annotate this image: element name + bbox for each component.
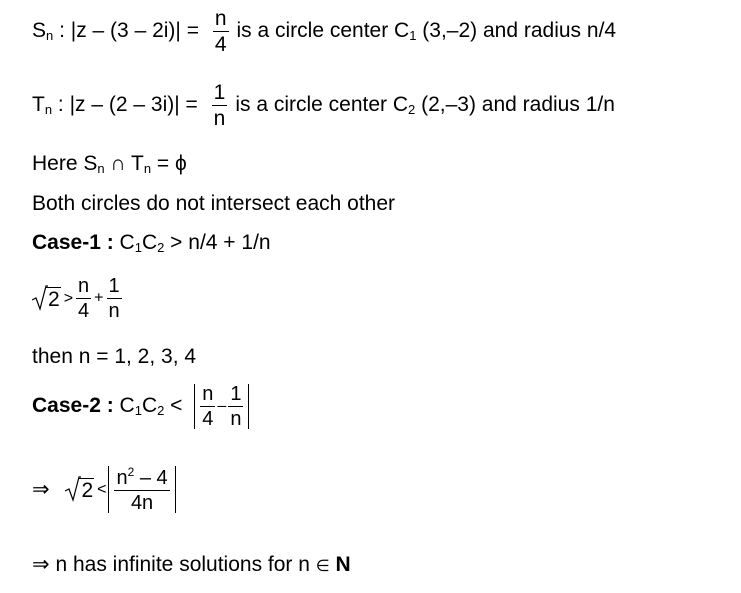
sqrt-2-b [65,478,94,501]
radical-sign-icon [32,285,48,311]
tn-c-sub: 2 [408,102,416,118]
empty-set: = ϕ [151,152,187,175]
case1-frac-a-num: n [78,275,90,297]
sqrt-2-radicand: 2 [48,288,60,311]
case1-frac-b-den: n [108,300,120,322]
case1-c2: C [141,231,158,254]
case2-frac-a [200,384,215,429]
element-of-icon: ∈ [315,558,330,575]
case2-c2: C [141,394,158,418]
implies-frac [114,466,169,513]
case2-abs [194,384,249,429]
case2-lt: < [164,394,189,418]
case1-plus: + [94,289,104,307]
case1-frac-a [76,276,91,321]
line-no-intersect [32,193,395,214]
case1-c: C [113,231,135,254]
case2-minus: – [217,397,227,415]
implies-lt: < [97,480,107,498]
sn-desc-2: (3,–2) and radius n/4 [416,19,617,43]
here-s: Here S [32,152,98,175]
conclusion-text: n has infinite solutions for n [49,553,316,576]
case2-frac-b-num: 1 [230,383,242,405]
sn-desc-1: is a circle center C [236,19,410,43]
implies-abs [108,466,175,513]
sn-fraction [213,8,229,55]
line-sn [32,8,616,55]
sn-symbol: S [32,19,47,43]
case1-frac-b-num: 1 [108,275,120,297]
case2-sub2: 2 [157,403,165,419]
case1-sub1: 1 [134,240,142,255]
implies-icon: ⇒ [32,478,50,501]
case1-label: Case-1 : [32,231,114,254]
case1-sub2: 2 [157,240,165,255]
case2-c: C [113,394,135,418]
case2-label: Case-2 : [32,394,114,418]
here-t: T [130,152,144,175]
sn-frac-num: n [214,7,227,30]
tn-expr: : |z – (2 – 3i)| = [52,93,204,117]
tn-symbol: T [32,93,45,117]
line-conclusion [32,554,351,575]
line-case1-inequality [32,276,125,321]
radical-sign-icon [65,476,81,502]
line-case2 [32,384,249,429]
case2-sub1: 1 [134,403,142,419]
tn-desc-2: (2,–3) and radius 1/n [415,93,615,117]
no-intersect-text: Both circles do not intersect each other [32,192,396,215]
tn-fraction [212,82,228,129]
tn-desc-1: is a circle center C [235,93,409,117]
case2-frac-a-den: 4 [202,408,214,430]
line-tn [32,82,615,129]
cap-symbol: ∩ [104,152,131,175]
implies-icon: ⇒ [32,553,50,576]
implies-frac-num [114,466,169,491]
sn-c-sub: 1 [409,28,417,44]
case1-rest: > n/4 + 1/n [164,231,271,254]
case2-frac-b-den: n [230,408,242,430]
tn-frac-den: n [213,107,226,130]
line-then-n [32,346,196,367]
then-n-text: then n = 1, 2, 3, 4 [32,345,197,368]
case1-frac-b [107,276,122,321]
case1-frac-a-den: 4 [78,300,90,322]
sn-frac-den: 4 [214,33,227,56]
natural-numbers-symbol: N [329,553,351,576]
tn-frac-num: 1 [213,81,226,104]
implies-numrest: – 4 [134,467,168,489]
line-case1 [32,232,271,254]
here-t-sub: n [143,161,152,176]
line-intersection [32,153,187,175]
sn-expr: : |z – (3 – 2i)| = [53,19,205,43]
tn-sub: n [44,102,53,118]
sn-sub: n [46,28,54,44]
case2-frac-a-num: n [202,383,214,405]
sqrt-2-b-radicand: 2 [81,479,94,502]
line-implies-sqrt [32,466,176,513]
sqrt-2 [32,287,61,310]
implies-n: n [116,467,128,489]
case2-frac-b [228,384,243,429]
implies-frac-den: 4n [130,492,154,514]
case1-gt: > [63,289,74,307]
implies-exp: 2 [127,465,135,479]
here-s-sub: n [97,161,105,176]
